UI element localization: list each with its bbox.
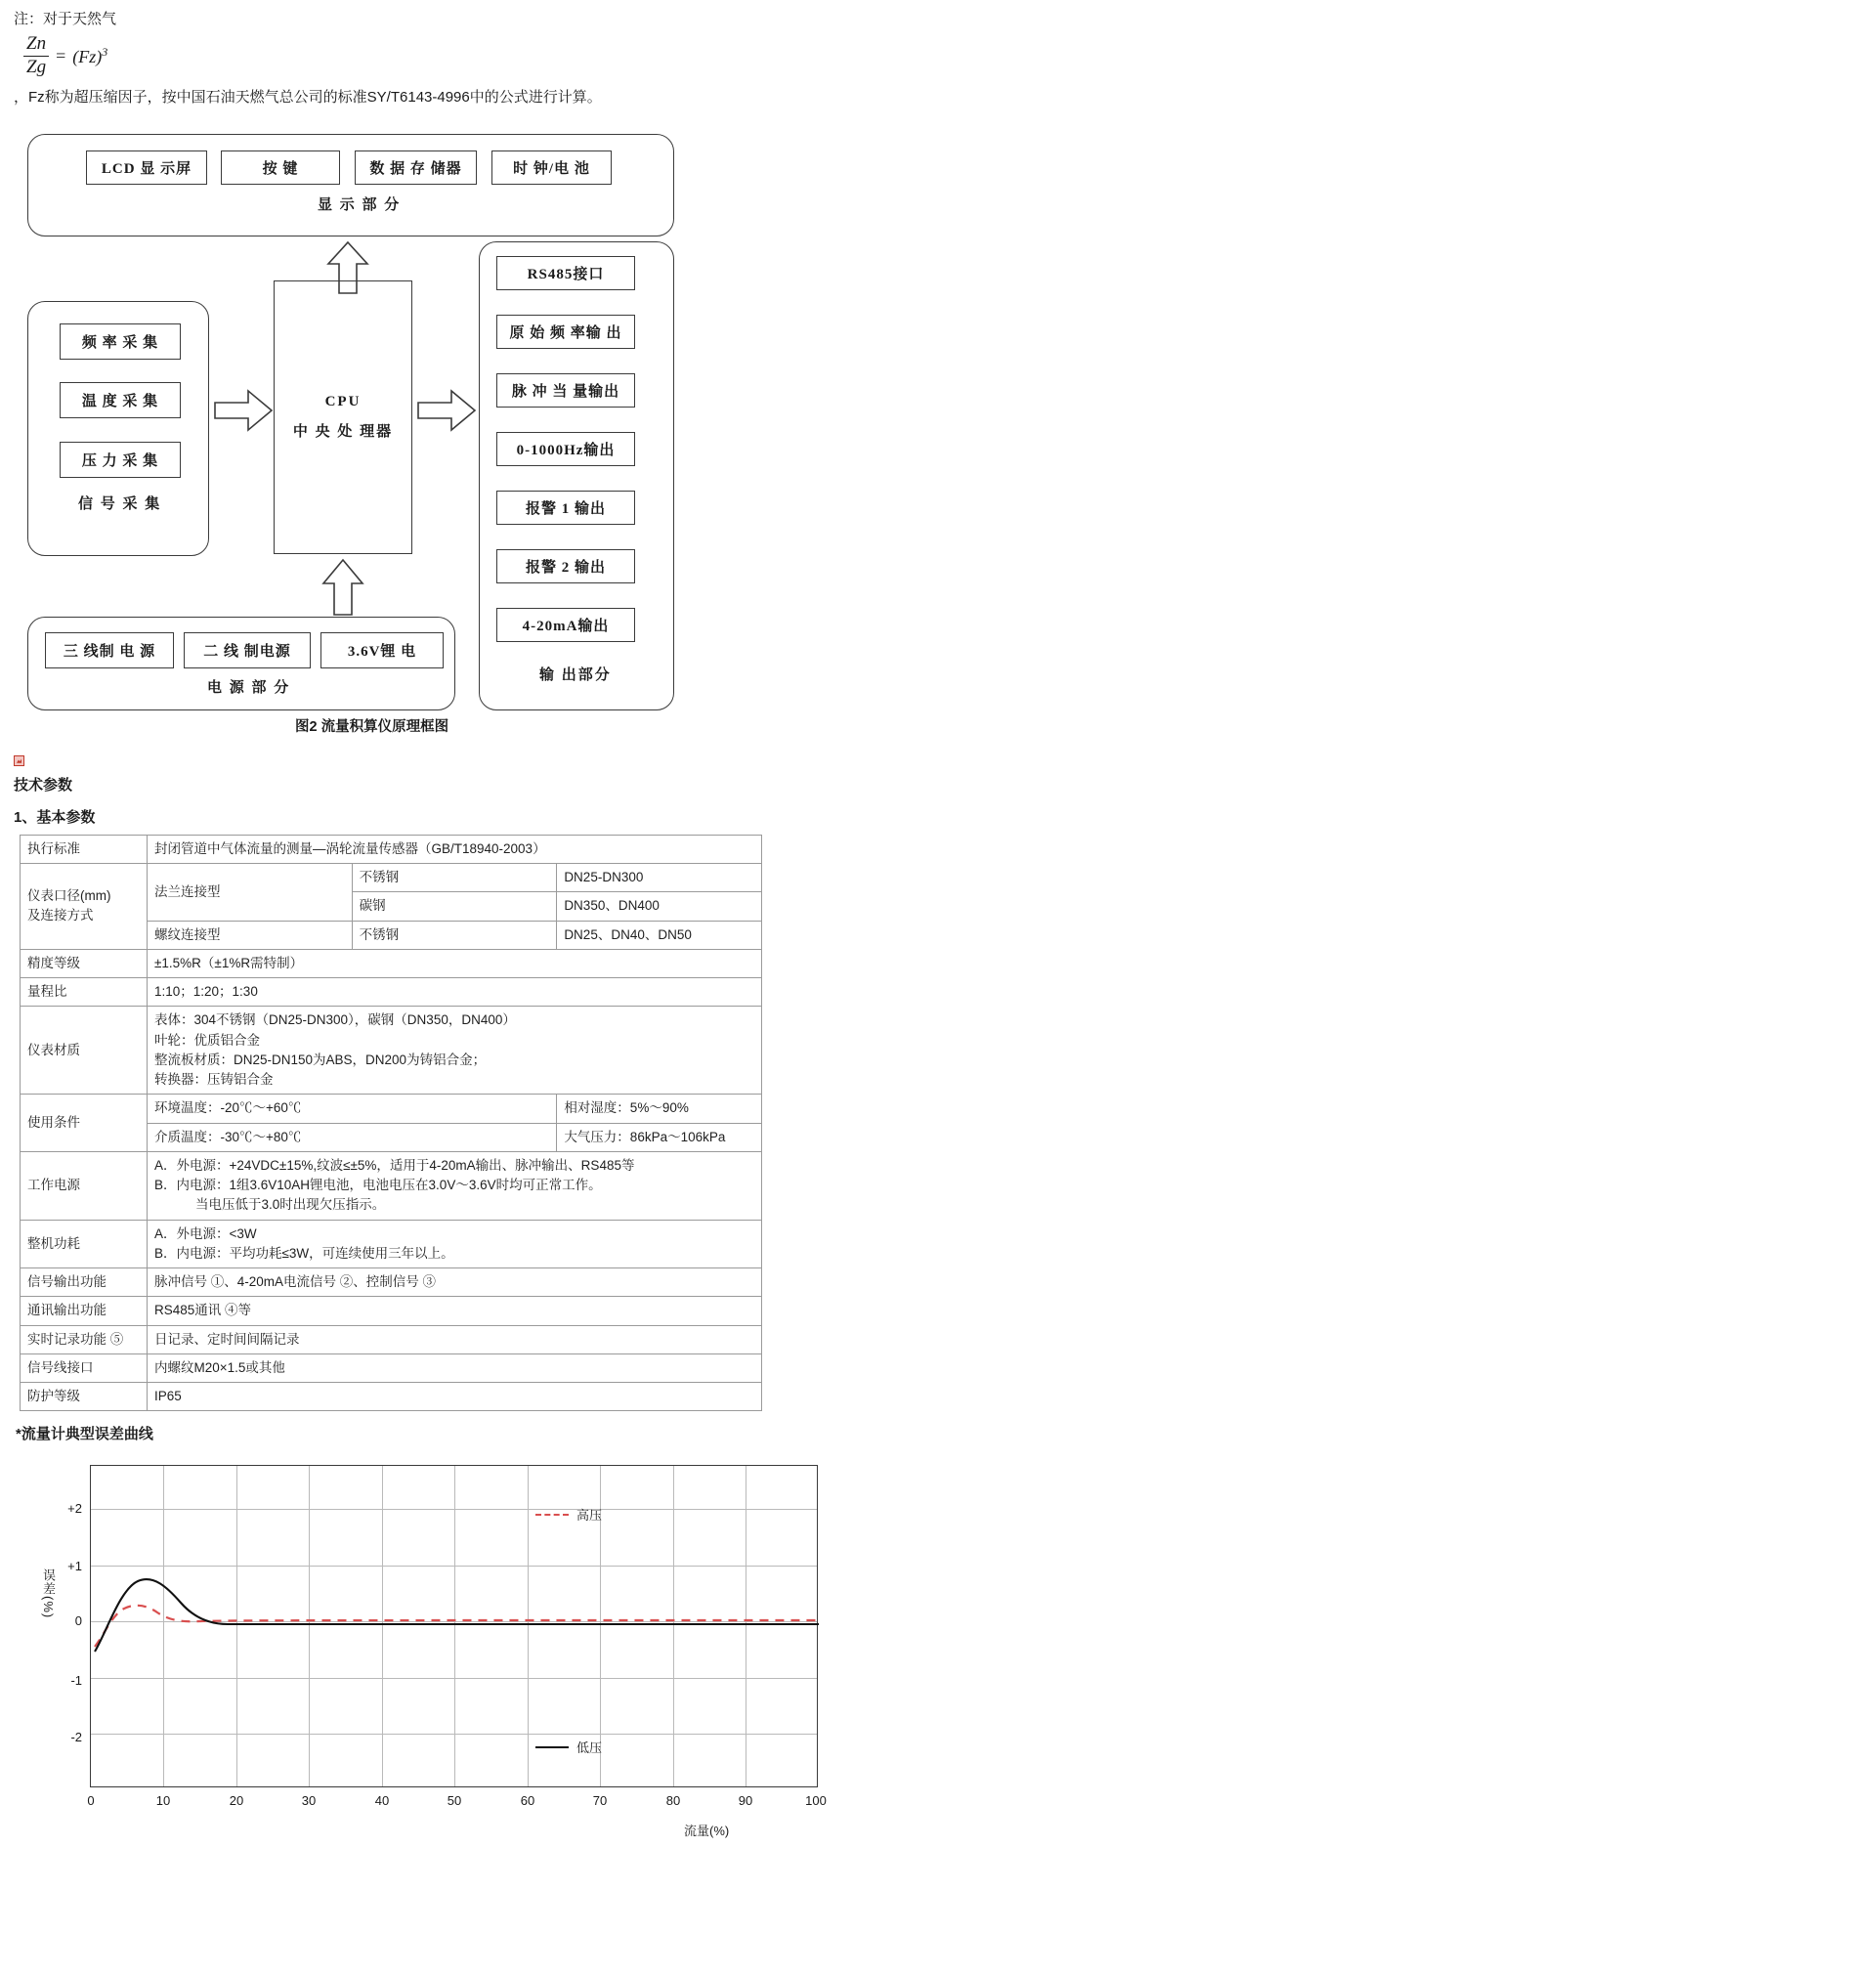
cell-humidity: 相对湿度：5%～90%: [557, 1095, 762, 1123]
cell-consumption-key: 整机功耗: [21, 1220, 148, 1268]
display-section-label: 显 示 部 分: [318, 196, 402, 213]
power-line-2: B．内电源：1组3.6V10AH锂电池，电池电压在3.0V～3.6V时均可正常工作。: [154, 1178, 602, 1193]
cell-protection-key: 防护等级: [21, 1383, 148, 1411]
table-row: [21, 1220, 762, 1268]
table-row: [21, 1095, 762, 1123]
cell-record-value: 日记录、定时间间隔记录: [148, 1325, 762, 1353]
cell-bore-key: [21, 864, 148, 950]
chart-y-axis-label: 误差(%): [41, 1568, 56, 1619]
cell-stainless-2: 不锈钢: [352, 921, 557, 949]
formula-zn-zg: [23, 34, 1876, 78]
chart-x-tick-6: 60: [520, 1793, 535, 1809]
error-curve-chart: [20, 1451, 831, 1842]
cell-record-key: 实时记录功能 ⑤: [21, 1325, 148, 1353]
cell-dn-range-1: DN25-DN300: [557, 864, 762, 892]
figure-caption: 图2 流量积算仪原理框图: [295, 718, 449, 735]
diagram-item-alarm2-output: 报警 2 输出: [496, 549, 635, 583]
power-line-3-text: 当电压低于3.0时出现欠压指示。: [195, 1197, 386, 1213]
diagram-item-alarm1-output: 报警 1 输出: [496, 491, 635, 525]
power-line-3: [154, 1195, 754, 1215]
chart-x-tick-10: 100: [805, 1793, 827, 1809]
diagram-item-analog-output: 4-20mA输出: [496, 608, 635, 642]
formula-right-side: [72, 45, 107, 67]
cpu-box: [274, 280, 412, 554]
cell-standard-key: 执行标准: [21, 835, 148, 863]
arrow-signal-to-cpu: [213, 388, 274, 433]
cell-comm-key: 通讯输出功能: [21, 1297, 148, 1325]
consumption-line-1: A．外电源：<3W: [154, 1225, 257, 1241]
chart-y-tick-4: -2: [70, 1730, 82, 1745]
fraction-numerator: Zn: [26, 33, 47, 54]
table-row: [21, 864, 762, 892]
cell-wire-key: 信号线接口: [21, 1353, 148, 1382]
chart-x-tick-8: 80: [665, 1793, 681, 1809]
chart-x-tick-9: 90: [738, 1793, 753, 1809]
diagram-item-storage: 数 据 存 储器: [355, 150, 477, 185]
diagram-item-two-wire-power: 二 线 制电源: [184, 632, 311, 668]
diagram-item-raw-frequency-output: 原 始 频 率输 出: [496, 315, 635, 349]
broken-image-icon: [14, 755, 24, 766]
cell-conditions-key: 使用条件: [21, 1095, 148, 1152]
chart-x-tick-5: 50: [447, 1793, 462, 1809]
diagram-item-rs485: RS485接口: [496, 256, 635, 290]
diagram-item-clock-battery: 时 钟/电 池: [491, 150, 612, 185]
cell-accuracy-key: 精度等级: [21, 949, 148, 977]
chart-y-tick-2: 0: [74, 1613, 82, 1629]
table-row: [21, 978, 762, 1007]
chart-y-tick-0: +2: [67, 1501, 82, 1517]
diagram-item-temperature-acquisition: 温 度 采 集: [60, 382, 181, 418]
cell-power-key: 工作电源: [21, 1151, 148, 1220]
chart-curves: [91, 1466, 819, 1788]
table-row: [21, 1297, 762, 1325]
legend-swatch-dashed: [535, 1514, 569, 1516]
cell-signal-output-key: 信号输出功能: [21, 1268, 148, 1297]
cell-comm-value: RS485通讯 ④等: [148, 1297, 762, 1325]
chart-heading: *流量计典型误差曲线: [16, 1426, 153, 1443]
diagram-item-frequency-acquisition: 频 率 采 集: [60, 323, 181, 360]
cell-dn-range-3: DN25、DN40、DN50: [557, 921, 762, 949]
cell-signal-output-value: 脉冲信号 ①、4-20mA电流信号 ②、控制信号 ③: [148, 1268, 762, 1297]
cell-accuracy-value: ±1.5%R（±1%R需特制）: [148, 949, 762, 977]
diagram-item-frequency-output: 0-1000Hz输出: [496, 432, 635, 466]
cell-standard-value: 封闭管道中气体流量的测量—涡轮流量传感器（GB/T18940-2003）: [148, 835, 762, 863]
chart-x-tick-7: 70: [592, 1793, 608, 1809]
cell-range-key: 量程比: [21, 978, 148, 1007]
formula-rhs-exponent: 3: [102, 44, 108, 59]
chart-legend-high-pressure: [535, 1505, 602, 1524]
diagram-item-pulse-equivalent-output: 脉 冲 当 量输出: [496, 373, 635, 408]
diagram-item-pressure-acquisition: 压 力 采 集: [60, 442, 181, 478]
cell-ambient-temp: 环境温度：-20℃～+60℃: [148, 1095, 557, 1123]
formula-rhs-base: (Fz): [72, 46, 103, 66]
cell-stainless-1: 不锈钢: [352, 864, 557, 892]
cpu-label-cn: 中 央 处 理器: [292, 423, 394, 440]
chart-x-axis-label: 流量(%): [684, 1824, 730, 1839]
table-row: [21, 949, 762, 977]
cell-material-key: 仪表材质: [21, 1007, 148, 1095]
chart-plot-area: [90, 1465, 818, 1787]
tech-params-heading: 技术参数: [14, 776, 73, 794]
arrow-cpu-to-output: [416, 388, 477, 433]
chart-x-tick-4: 40: [374, 1793, 390, 1809]
diagram-item-lcd: LCD 显 示屏: [86, 150, 207, 185]
cell-range-value: 1:10；1:20；1:30: [148, 978, 762, 1007]
chart-y-tick-3: -1: [70, 1673, 82, 1689]
legend-label-low-pressure: 低压: [576, 1740, 603, 1756]
equals-sign: =: [56, 45, 66, 65]
table-row: [21, 1325, 762, 1353]
diagram-item-lithium-battery: 3.6V锂 电: [320, 632, 444, 668]
cell-wire-value: 内螺纹M20×1.5或其他: [148, 1353, 762, 1382]
display-section-box: [27, 134, 674, 236]
signal-section-label: 信 号 采 集: [78, 495, 162, 512]
table-row: [21, 1383, 762, 1411]
cell-atmos-pressure: 大气压力：86kPa～106kPa: [557, 1123, 762, 1151]
cell-carbon-steel: 碳钢: [352, 892, 557, 921]
chart-x-tick-3: 30: [301, 1793, 317, 1809]
cell-flange-type: 法兰连接型: [148, 864, 353, 922]
cell-medium-temp: 介质温度：-30℃～+80℃: [148, 1123, 557, 1151]
material-line-1: 表体：304不锈钢（DN25-DN300），碳钢（DN350，DN400）: [154, 1012, 516, 1028]
chart-legend-low-pressure: [535, 1738, 602, 1756]
principle-block-diagram: [21, 116, 705, 742]
table-row: [21, 1353, 762, 1382]
material-line-4: 转换器：压铸铝合金: [154, 1072, 274, 1088]
chart-x-tick-0: 0: [87, 1793, 95, 1809]
cell-protection-value: IP65: [148, 1383, 762, 1411]
note-heading: 注：对于天然气: [14, 11, 117, 27]
fraction-denominator: Zg: [23, 56, 49, 78]
diagram-item-keys: 按 键: [221, 150, 340, 185]
power-section-label: 电 源 部 分: [207, 679, 291, 696]
cell-dn-range-2: DN350、DN400: [557, 892, 762, 921]
material-line-2: 叶轮：优质铝合金: [154, 1032, 260, 1048]
cell-consumption-value: [148, 1220, 762, 1268]
arrow-power-to-cpu: [320, 558, 366, 617]
legend-swatch-solid: [535, 1746, 569, 1748]
cell-thread-type: 螺纹连接型: [148, 921, 353, 949]
material-line-3: 整流板材质：DN25-DN150为ABS，DN200为铸铝合金；: [154, 1052, 487, 1067]
basic-params-heading: 1、基本参数: [14, 808, 96, 826]
legend-label-high-pressure: 高压: [576, 1508, 603, 1524]
chart-x-tick-2: 20: [229, 1793, 244, 1809]
table-row: [21, 1007, 762, 1095]
consumption-line-2: B．内电源：平均功耗≤3W，可连续使用三年以上。: [154, 1245, 454, 1261]
fraction: [23, 34, 49, 78]
cell-power-value: [148, 1151, 762, 1220]
chart-y-tick-1: +1: [67, 1559, 82, 1574]
table-row: [21, 1151, 762, 1220]
spec-table: [20, 835, 762, 1412]
diagram-item-three-wire-power: 三 线制 电 源: [45, 632, 174, 668]
cpu-label-en: CPU: [324, 393, 362, 409]
table-row: [21, 1268, 762, 1297]
cell-material-value: [148, 1007, 762, 1095]
chart-x-tick-1: 10: [155, 1793, 171, 1809]
table-row: [21, 835, 762, 863]
bore-key-line1: 仪表口径(mm): [27, 888, 111, 904]
output-section-label: 输 出部分: [539, 666, 612, 683]
note-description: ，Fz称为超压缩因子，按中国石油天燃气总公司的标准SY/T6143-4996中的公式进行计算。: [14, 88, 602, 106]
bore-key-line2: 及连接方式: [27, 908, 94, 924]
power-line-1: A．外电源：+24VDC±15%,纹波≤±5%，适用于4-20mA输出、脉冲输出、RS485等: [154, 1157, 635, 1173]
